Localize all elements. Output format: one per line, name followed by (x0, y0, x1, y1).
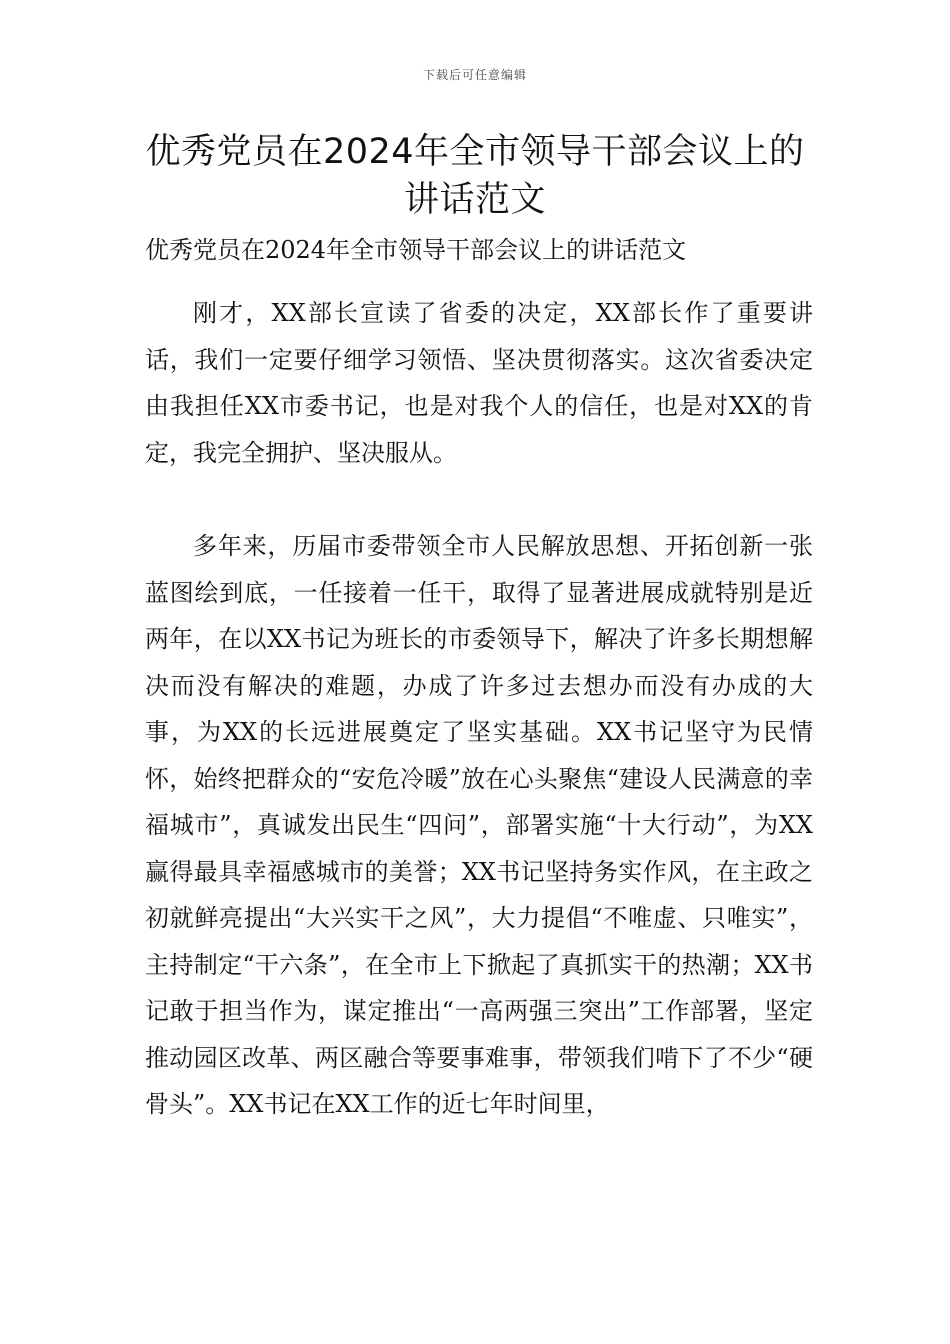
paragraph-1: 刚才，XX部长宣读了省委的决定，XX部长作了重要讲话，我们一定要仔细学习领悟、坚决贯彻落实。这次省委决定由我担任XX市委书记，也是对我个人的信任，也是对XX的肯定，我完全拥护、坚决服从。 (145, 299, 813, 467)
document-title: 优秀党员在2024年全市领导干部会议上的讲话范文 (145, 132, 805, 220)
document-subtitle: 优秀党员在2024年全市领导干部会议上的讲话范文 (145, 236, 687, 264)
header-note: 下载后可任意编辑 (422, 68, 527, 82)
paragraph-2: 多年来，历届市委带领全市人民解放思想、开拓创新一张蓝图绘到底，一任接着一任干，取得了显著进展成就特别是近两年，在以XX书记为班长的市委领导下，解决了许多长期想解决而没有解决的难题，办成了许多过去想办而没有办成的大事，为XX的长远进展奠定了坚实基础。XX书记坚守为民情怀，始终把群众的“安危冷暖”放在心头聚焦“建设人民满意的幸福城市”，真诚发出民生“四问”，部署实施“十大行动”，为XX赢得最具幸福感城市的美誉；XX书记坚持务实作风，在主政之初就鲜亮提出“大兴实干之风”，大力提倡“不唯虚、只唯实”，主持制定“干六条”，在全市上下掀起了真抓实干的热潮；XX书记敢于担当作为，谋定推出“一高两强三突出”工作部署，坚定推动园区改革、两区融合等要事难事，带领我们啃下了不少“硬骨头”。XX书记在XX工作的近七年时间里， (145, 532, 813, 1118)
